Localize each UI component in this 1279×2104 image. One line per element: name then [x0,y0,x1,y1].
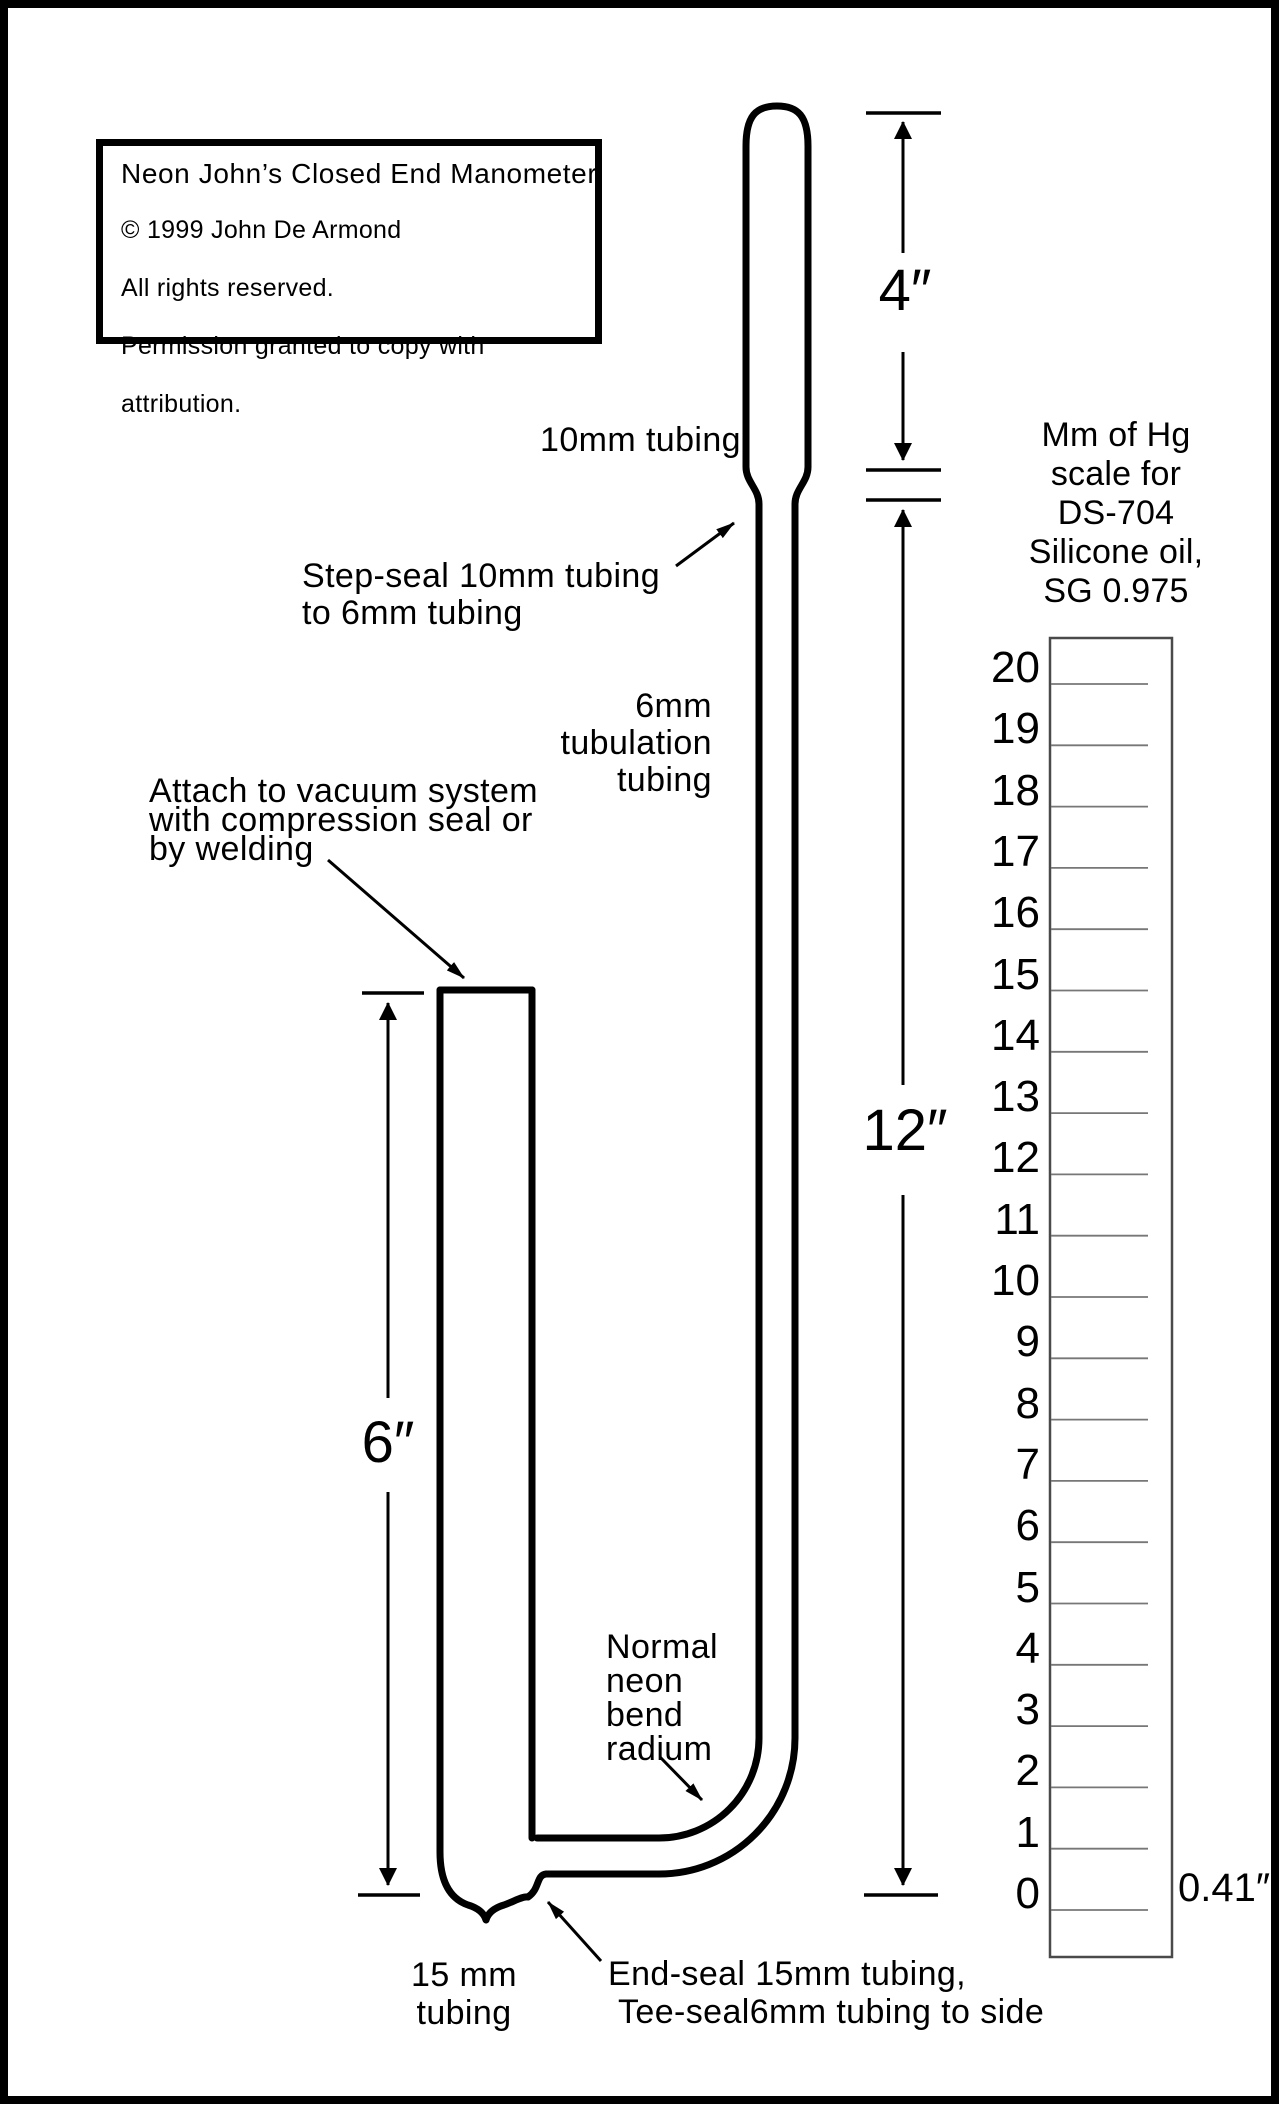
scale-tick-label: 1 [1015,1807,1040,1857]
scale-tick-spacing-text: 0.41″ [1178,1866,1271,1910]
scale-tick-label: 11 [994,1194,1040,1244]
label-attach-line1: Attach to vacuum system [149,772,539,810]
title-box [96,139,602,418]
scale-tick-label: 15 [991,949,1040,999]
scale-header-line4: Silicone oil, [1028,533,1204,571]
end-seal-leader-arrow [548,1902,601,1961]
dim-12in-text: 12″ [862,1098,948,1163]
scale-tick-label: 10 [991,1256,1040,1305]
label-step-seal-line1: Step-seal 10mm tubing [302,557,661,595]
label-attach-vacuum [149,772,539,868]
label-6mm-tubulation-line2: tubulation [560,724,712,762]
attach-leader-arrow [328,860,464,978]
label-6mm-tubulation [561,688,712,799]
open-tube-left-wall-end-seal [440,990,528,1920]
label-attach-line2: with compression seal or [149,801,533,839]
copyright-line1: © 1999 John De Armond [121,216,402,244]
label-end-seal-line2: Tee-seal6mm tubing to side [618,1993,1045,2031]
label-end-seal-line1: End-seal 15mm tubing, [608,1955,967,1993]
scale-tick-label: 8 [1015,1378,1040,1428]
label-neon-bend-line4: radium [606,1730,713,1768]
scale-header-line3: DS-704 [1057,494,1175,532]
scale-tick-label: 14 [991,1010,1040,1060]
scale-tick-label: 2 [1015,1746,1040,1796]
label-neon-bend-line3: bend [606,1696,684,1734]
label-6mm-tubulation-line3: tubing [616,761,712,799]
label-6mm-tubulation-line1: 6mm [635,687,712,725]
scale-tick-label: 4 [1015,1623,1040,1673]
scale-header-line5: SG 0.975 [1043,572,1189,610]
label-step-seal-line2: to 6mm tubing [302,594,523,632]
label-15mm-tubing [398,1956,530,2032]
scale-tick-label: 3 [1015,1685,1040,1735]
label-neon-bend-line2: neon [606,1662,684,1700]
scale-header-line1: Mm of Hg [1041,416,1191,454]
label-neon-bend-line1: Normal [606,1628,718,1666]
label-neon-bend [606,1630,718,1766]
label-15mm-line1: 15 mm [411,1956,517,1994]
dim-6in-text: 6″ [361,1410,415,1475]
copyright-line2: All rights reserved. [121,274,335,302]
copyright-line3: Permission granted to copy with [121,332,485,360]
scale-ruler-ticks [1051,684,1148,1910]
label-step-seal [302,558,660,632]
copyright-line4: attribution. [121,390,242,418]
diagram-title: Neon John’s Closed End Manometer [121,158,598,189]
dimension-12in [864,500,941,1895]
label-attach-line3: by welding [149,830,314,868]
label-10mm-tubing: 10mm tubing [540,421,741,459]
scale-tick-label: 7 [1015,1439,1040,1489]
scale-tick-label: 13 [991,1072,1040,1122]
scale-tick-label: 5 [1015,1562,1040,1612]
step-seal-leader-arrow [676,523,734,566]
scale-header [1016,416,1216,611]
copyright-block [121,216,485,419]
scale-header-line2: scale for [1050,455,1182,493]
scale-tick-label: 18 [991,765,1040,815]
scale-tick-label: 9 [1015,1317,1040,1367]
scale-tick-label: 19 [991,704,1040,754]
scale-tick-label: 6 [1015,1501,1040,1551]
scale-tick-label: 12 [991,1133,1040,1183]
scale-tick-label: 17 [991,826,1040,876]
dim-4in-text: 4″ [878,258,932,323]
label-15mm-line2: tubing [416,1994,512,2032]
scale-tick-label: 16 [991,888,1040,938]
scale-tick-label: 0 [1015,1869,1040,1918]
scale-tick-label: 20 [991,643,1040,692]
